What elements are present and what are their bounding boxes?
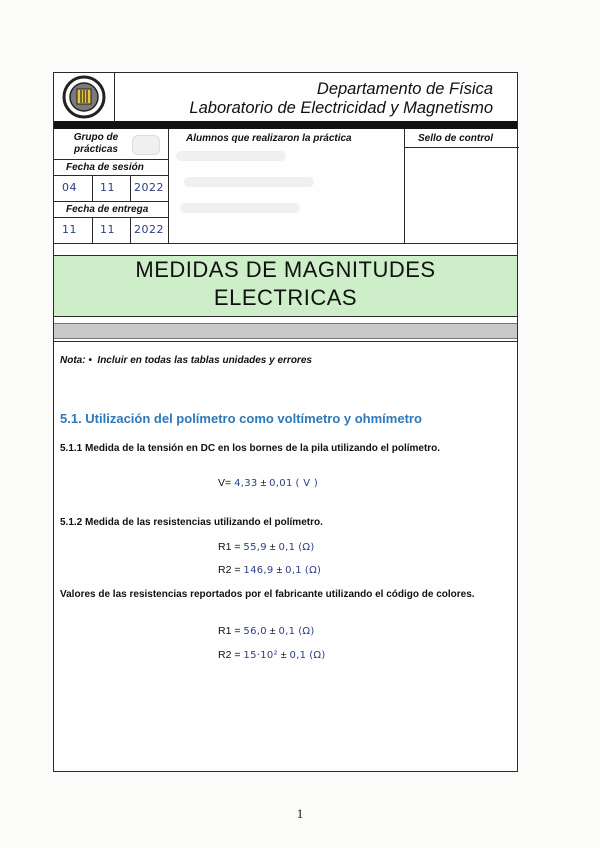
- r2-label: R2 =: [218, 564, 241, 576]
- practice-title: [54, 255, 517, 317]
- subsection-5-1-1: 5.1.1 Medida de la tensión en DC en los bornes de la pila utilizando el polímetro.: [60, 443, 441, 454]
- info-table: [54, 129, 517, 244]
- voltage-measurement: [218, 477, 318, 489]
- fecha-sesion-month: 11: [100, 181, 115, 194]
- mfr-r2-value: 15·10²: [243, 650, 278, 661]
- r1-error: 0,1: [278, 542, 296, 553]
- gray-divider-bar: [54, 323, 517, 339]
- student-name-redacted: [176, 151, 286, 161]
- department-name: Departamento de Física: [316, 80, 493, 98]
- mfr-r1-label: R1 =: [218, 625, 241, 637]
- laboratory-name: Laboratorio de Electricidad y Magnetismo: [189, 99, 493, 117]
- mfr-r1-error: 0,1: [278, 626, 296, 637]
- r2-error: 0,1: [285, 565, 302, 576]
- page-number: 1: [296, 806, 304, 821]
- university-seal-icon: [61, 75, 107, 119]
- mfr-r2-pm: ±: [280, 649, 287, 661]
- r1-unit: (Ω): [298, 542, 315, 553]
- voltage-pm: ±: [260, 477, 267, 489]
- fecha-entrega-label: Fecha de entrega: [66, 204, 149, 215]
- r1-value: 55,9: [243, 542, 267, 553]
- manufacturer-values-heading: Valores de las resistencias reportados por el fabricante utilizando el código de colores.: [60, 589, 475, 600]
- fecha-entrega-month: 11: [100, 223, 115, 236]
- grupo-value-redacted: [132, 135, 160, 155]
- grupo-label: Grupo de prácticas: [73, 132, 119, 155]
- voltage-error: 0,01: [269, 478, 293, 489]
- nota-text: Incluir en todas las tablas unidades y errores: [97, 355, 312, 366]
- r1-pm: ±: [269, 541, 276, 553]
- university-logo-box: [54, 73, 115, 121]
- fecha-sesion-year: 2022: [134, 181, 164, 194]
- nota-label: Nota:: [60, 355, 86, 366]
- r2-pm: ±: [276, 564, 283, 576]
- mfr-r2-unit: (Ω): [309, 650, 326, 661]
- header-divider-bar: [54, 121, 517, 129]
- mfr-r2-error: 0,1: [289, 650, 307, 661]
- fecha-sesion-label: Fecha de sesión: [66, 162, 144, 173]
- header: [54, 73, 517, 122]
- voltage-value: 4,33: [234, 478, 258, 489]
- fecha-sesion-day: 04: [62, 181, 77, 194]
- nota-line: [60, 355, 312, 366]
- measured-r2: [218, 564, 321, 576]
- student-name-redacted: [184, 177, 314, 187]
- mfr-r2-label: R2 =: [218, 649, 241, 661]
- mfr-r1-pm: ±: [269, 625, 276, 637]
- section-heading: 5.1. Utilización del polímetro como voltímetro y ohmímetro: [60, 411, 422, 426]
- mfr-r1-unit: (Ω): [298, 626, 315, 637]
- manufacturer-r1: [218, 625, 315, 637]
- voltage-unit: ( V ): [295, 478, 319, 489]
- student-name-redacted: [180, 203, 300, 213]
- title-line-1: MEDIDAS DE MAGNITUDES: [135, 257, 436, 282]
- alumnos-label: Alumnos que realizaron la práctica: [186, 133, 352, 144]
- r1-label: R1 =: [218, 541, 241, 553]
- mfr-r1-value: 56,0: [243, 626, 267, 637]
- r2-unit: (Ω): [304, 565, 322, 576]
- r2-value: 146,9: [243, 565, 274, 576]
- bullet-icon: •: [88, 355, 92, 366]
- sello-label: Sello de control: [418, 133, 494, 144]
- title-line-2: ELECTRICAS: [213, 285, 358, 310]
- info-divider: [168, 129, 169, 243]
- measured-r1: [218, 541, 315, 553]
- voltage-label: V=: [218, 477, 232, 489]
- fecha-entrega-year: 2022: [134, 223, 164, 236]
- fecha-entrega-day: 11: [62, 223, 77, 236]
- lab-report-sheet: [53, 72, 518, 772]
- manufacturer-r2: [218, 649, 326, 661]
- subsection-5-1-2: 5.1.2 Medida de las resistencias utilizando el polímetro.: [60, 517, 323, 528]
